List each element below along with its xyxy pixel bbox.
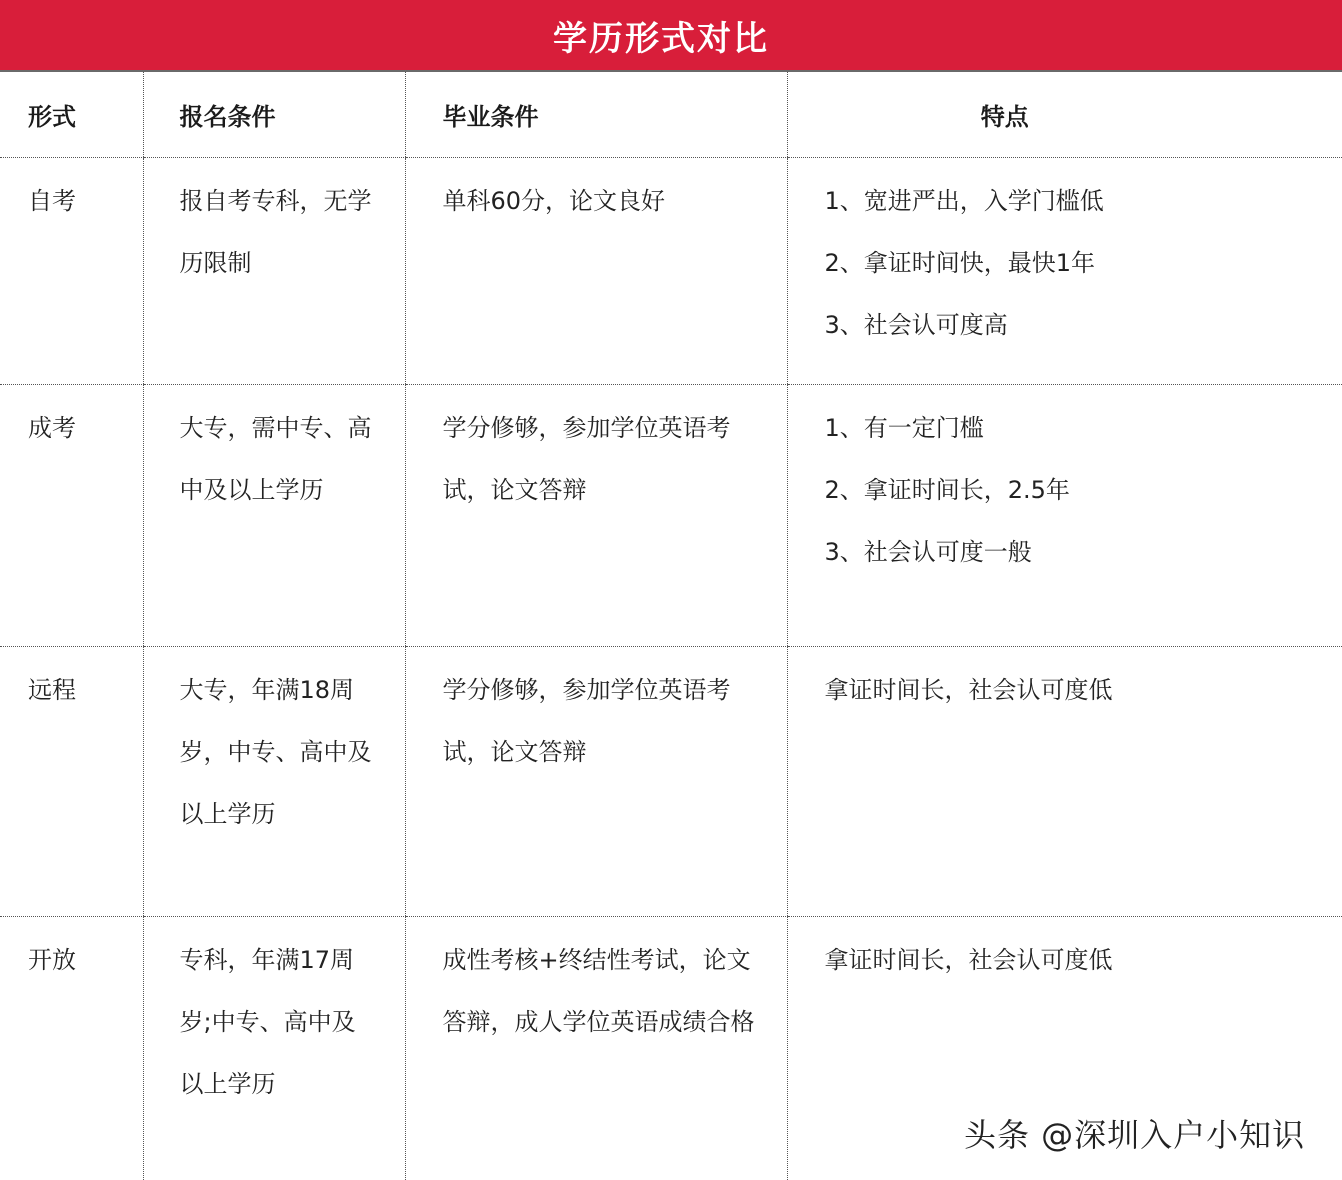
header-graduation: 毕业条件 (405, 72, 787, 157)
feature-item: 拿证时间长，社会认可度低 (824, 675, 1113, 704)
table-row (0, 384, 1342, 646)
feature-item: 3、社会认可度一般 (824, 537, 1032, 566)
title-banner (0, 0, 1342, 72)
cell-features (787, 646, 1342, 916)
feature-item: 拿证时间长，社会认可度低 (824, 945, 1113, 974)
cell-graduation: 单科60分，论文良好 (405, 157, 787, 384)
header-features: 特点 (787, 72, 1342, 157)
cell-registration: 专科，年满17周岁;中专、高中及以上学历 (143, 916, 405, 1180)
table-row (0, 646, 1342, 916)
table-row (0, 157, 1342, 384)
cell-registration: 报自考专科，无学历限制 (143, 157, 405, 384)
cell-form: 开放 (28, 945, 76, 974)
cell-features (787, 384, 1342, 646)
header-registration: 报名条件 (143, 72, 405, 157)
cell-registration: 大专，年满18周岁，中专、高中及以上学历 (143, 646, 405, 916)
cell-graduation: 学分修够，参加学位英语考试，论文答辩 (405, 646, 787, 916)
cell-graduation: 成性考核+终结性考试，论文答辩，成人学位英语成绩合格 (405, 916, 787, 1180)
feature-item: 2、拿证时间快，最快1年 (824, 248, 1096, 277)
cell-form: 远程 (0, 646, 143, 916)
cell-graduation: 学分修够，参加学位英语考试，论文答辩 (405, 384, 787, 646)
comparison-table (0, 72, 1342, 1180)
cell-registration: 大专，需中专、高中及以上学历 (143, 384, 405, 646)
cell-form: 自考 (0, 157, 143, 384)
header-form: 形式 (0, 72, 143, 157)
page-title: 学历形式对比 (553, 18, 769, 59)
feature-item: 2、拿证时间长，2.5年 (824, 475, 1070, 504)
feature-item: 1、宽进严出，入学门槛低 (824, 186, 1104, 215)
watermark: 头条 @深圳入户小知识 (964, 1116, 1306, 1154)
cell-form: 成考 (0, 384, 143, 646)
table-header-row (0, 72, 1342, 157)
cell-features (787, 157, 1342, 384)
feature-item: 1、有一定门槛 (824, 413, 984, 442)
feature-item: 3、社会认可度高 (824, 310, 1008, 339)
